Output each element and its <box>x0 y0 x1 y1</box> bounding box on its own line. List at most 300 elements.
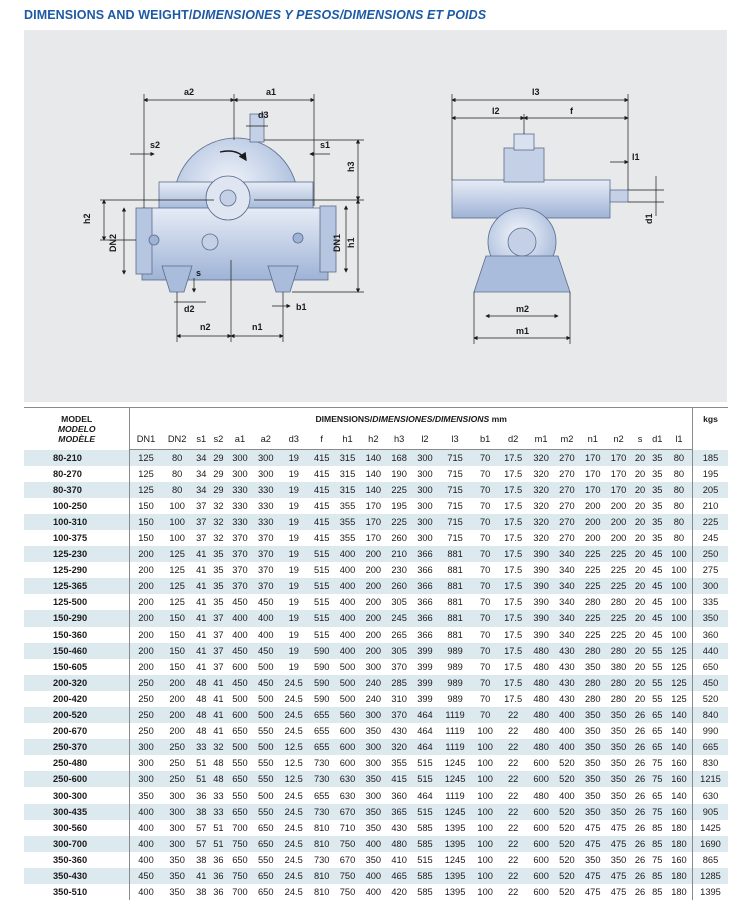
dimension-cell: 400 <box>227 627 253 643</box>
dimension-cell: 430 <box>554 675 580 691</box>
dimension-cell: 305 <box>386 594 412 610</box>
dimension-cell: 450 <box>227 594 253 610</box>
dimension-cell: 340 <box>554 594 580 610</box>
dimension-cell: 168 <box>386 450 412 466</box>
dimension-cell: 80 <box>162 466 193 482</box>
dimension-cell: 200 <box>360 643 386 659</box>
dimension-cell: 550 <box>253 852 279 868</box>
dimension-cell: 240 <box>360 691 386 707</box>
dimension-cell: 330 <box>227 498 253 514</box>
dimension-cell: 350 <box>130 787 162 803</box>
dimension-cell: 51 <box>210 836 227 852</box>
dimension-cell: 51 <box>210 820 227 836</box>
table-row <box>24 739 728 755</box>
dimension-cell: 26 <box>631 723 648 739</box>
dimension-cell: 37 <box>193 514 210 530</box>
dimension-cell: 600 <box>528 755 554 771</box>
dimension-cell: 989 <box>438 691 472 707</box>
column-header-n1: n1 <box>580 430 606 450</box>
dimension-cell: 480 <box>386 836 412 852</box>
dimension-cell: 400 <box>360 868 386 884</box>
dimension-cell: 475 <box>606 836 632 852</box>
label-n2: n2 <box>200 322 211 332</box>
table-row <box>24 498 728 514</box>
dimension-cell: 70 <box>472 707 498 723</box>
dimension-cell: 41 <box>193 562 210 578</box>
dimension-cell: 300 <box>360 755 386 771</box>
dimension-cell: 390 <box>528 594 554 610</box>
dimension-cell: 180 <box>666 884 693 900</box>
dimension-cell: 500 <box>253 787 279 803</box>
dimension-cell: 366 <box>412 627 438 643</box>
dimension-cell: 45 <box>649 610 666 626</box>
dimension-cell: 300 <box>162 804 193 820</box>
dimension-cell: 655 <box>309 707 335 723</box>
dimension-cell: 150 <box>162 659 193 675</box>
dimension-cell: 170 <box>580 482 606 498</box>
model-cell: 200-320 <box>24 675 130 691</box>
dimension-cell: 410 <box>386 852 412 868</box>
table-body <box>24 450 728 901</box>
dimension-cell: 520 <box>554 755 580 771</box>
dimension-cell: 35 <box>649 514 666 530</box>
dimension-cell: 430 <box>554 691 580 707</box>
dimension-cell: 240 <box>360 675 386 691</box>
dimension-cell: 550 <box>253 771 279 787</box>
dimension-cell: 350 <box>606 771 632 787</box>
column-header-l2: l2 <box>412 430 438 450</box>
dimension-cell: 310 <box>386 691 412 707</box>
dimension-cell: 650 <box>253 820 279 836</box>
dimension-cell: 150 <box>130 530 162 546</box>
dimension-cell: 85 <box>649 836 666 852</box>
model-cell: 300-560 <box>24 820 130 836</box>
dimension-cell: 19 <box>279 514 309 530</box>
heading-main: DIMENSIONS AND WEIGHT/ <box>24 8 193 22</box>
dimension-cell: 550 <box>253 755 279 771</box>
dimension-cell: 22 <box>498 804 528 820</box>
label-d3: d3 <box>258 110 269 120</box>
table-row <box>24 787 728 803</box>
dimension-cell: 250 <box>162 739 193 755</box>
dimension-cell: 400 <box>335 643 361 659</box>
weight-cell: 905 <box>693 804 728 820</box>
dimension-cell: 300 <box>253 450 279 466</box>
dimension-cell: 26 <box>631 820 648 836</box>
dimension-cell: 430 <box>554 643 580 659</box>
dimension-cell: 750 <box>227 836 253 852</box>
dimension-cell: 390 <box>528 627 554 643</box>
dimension-cell: 24.5 <box>279 868 309 884</box>
column-header-h3: h3 <box>386 430 412 450</box>
model-cell: 100-250 <box>24 498 130 514</box>
dimension-cell: 70 <box>472 691 498 707</box>
dimension-cell: 22 <box>498 836 528 852</box>
dimension-cell: 200 <box>162 691 193 707</box>
dimension-cell: 51 <box>193 771 210 787</box>
dimension-cell: 400 <box>554 723 580 739</box>
dimension-cell: 520 <box>554 804 580 820</box>
table-row <box>24 691 728 707</box>
dimension-cell: 430 <box>554 659 580 675</box>
dimension-cell: 366 <box>412 578 438 594</box>
dimension-cell: 250 <box>130 691 162 707</box>
dimension-cell: 22 <box>498 820 528 836</box>
dimension-cell: 370 <box>227 530 253 546</box>
dimension-cell: 750 <box>335 884 361 900</box>
dimension-cell: 125 <box>162 562 193 578</box>
dimension-cell: 315 <box>335 482 361 498</box>
dimension-cell: 19 <box>279 643 309 659</box>
dimension-cell: 24.5 <box>279 820 309 836</box>
dimension-cell: 515 <box>309 562 335 578</box>
dimension-cell: 250 <box>130 707 162 723</box>
dimension-cell: 100 <box>666 562 693 578</box>
dimension-cell: 125 <box>130 450 162 466</box>
dimension-cell: 415 <box>386 771 412 787</box>
dimension-cell: 370 <box>386 707 412 723</box>
dimension-cell: 1395 <box>438 820 472 836</box>
dimension-cell: 37 <box>193 498 210 514</box>
dimension-cell: 125 <box>162 578 193 594</box>
dimension-cell: 17.5 <box>498 514 528 530</box>
dimension-cell: 35 <box>210 578 227 594</box>
model-cell: 250-600 <box>24 771 130 787</box>
dimension-cell: 350 <box>606 852 632 868</box>
dimension-cell: 715 <box>438 514 472 530</box>
dimension-cell: 26 <box>631 755 648 771</box>
dimension-cell: 340 <box>554 546 580 562</box>
dimension-cell: 48 <box>193 675 210 691</box>
dimension-cell: 48 <box>210 755 227 771</box>
dimension-cell: 17.5 <box>498 627 528 643</box>
table-row <box>24 771 728 787</box>
dimension-cell: 315 <box>335 466 361 482</box>
dimension-cell: 140 <box>666 739 693 755</box>
label-f: f <box>570 106 573 116</box>
dimension-cell: 200 <box>130 594 162 610</box>
dimension-cell: 350 <box>580 787 606 803</box>
weight-cell: 450 <box>693 675 728 691</box>
weight-cell: 520 <box>693 691 728 707</box>
dimension-cell: 75 <box>649 755 666 771</box>
model-header-en: MODEL <box>61 413 93 424</box>
column-header-d2: d2 <box>498 430 528 450</box>
model-cell: 80-210 <box>24 450 130 466</box>
dimension-cell: 80 <box>666 498 693 514</box>
dimension-cell: 125 <box>666 643 693 659</box>
dimensions-table <box>24 407 728 900</box>
column-header-m2: m2 <box>554 430 580 450</box>
dimension-cell: 670 <box>335 852 361 868</box>
dimension-cell: 32 <box>210 530 227 546</box>
dimension-cell: 730 <box>309 852 335 868</box>
dimension-cell: 70 <box>472 498 498 514</box>
dimension-cell: 810 <box>309 820 335 836</box>
dimension-cell: 20 <box>631 482 648 498</box>
dimension-cell: 370 <box>227 578 253 594</box>
dimension-cell: 24.5 <box>279 723 309 739</box>
dimension-cell: 17.5 <box>498 643 528 659</box>
dimension-cell: 475 <box>580 884 606 900</box>
dimension-cell: 80 <box>666 482 693 498</box>
dimension-cell: 475 <box>606 868 632 884</box>
label-h2: h2 <box>82 213 92 224</box>
dimension-cell: 1395 <box>438 868 472 884</box>
dimension-cell: 650 <box>253 868 279 884</box>
model-cell: 300-700 <box>24 836 130 852</box>
dimension-cell: 20 <box>631 498 648 514</box>
weight-cell: 250 <box>693 546 728 562</box>
dimension-cell: 600 <box>528 804 554 820</box>
dimension-cell: 280 <box>580 643 606 659</box>
dimension-cell: 515 <box>412 852 438 868</box>
dimension-cell: 22 <box>498 884 528 900</box>
dimension-cell: 655 <box>309 787 335 803</box>
dimension-cell: 160 <box>666 771 693 787</box>
dimension-cell: 200 <box>606 530 632 546</box>
dimension-cell: 70 <box>472 627 498 643</box>
dimension-cell: 200 <box>606 514 632 530</box>
dimension-cell: 366 <box>412 546 438 562</box>
dimension-cell: 17.5 <box>498 578 528 594</box>
dimension-cell: 200 <box>580 514 606 530</box>
column-header-a1: a1 <box>227 430 253 450</box>
model-cell: 100-310 <box>24 514 130 530</box>
dimension-cell: 85 <box>649 884 666 900</box>
dimension-cell: 200 <box>162 723 193 739</box>
dimension-cell: 37 <box>210 627 227 643</box>
pump-dimension-drawing <box>24 30 727 402</box>
dimension-cell: 70 <box>472 578 498 594</box>
dimension-cell: 550 <box>227 755 253 771</box>
dimension-cell: 550 <box>253 723 279 739</box>
dimension-cell: 355 <box>335 498 361 514</box>
column-header-a2: a2 <box>253 430 279 450</box>
weight-cell: 865 <box>693 852 728 868</box>
dimension-cell: 250 <box>130 723 162 739</box>
dimension-cell: 515 <box>309 627 335 643</box>
dimension-cell: 100 <box>666 594 693 610</box>
dimension-cell: 515 <box>309 610 335 626</box>
dimension-cell: 45 <box>649 546 666 562</box>
dimension-cell: 19 <box>279 450 309 466</box>
dimension-cell: 22 <box>498 723 528 739</box>
weight-cell: 245 <box>693 530 728 546</box>
dimension-cell: 1119 <box>438 739 472 755</box>
dimension-cell: 500 <box>335 675 361 691</box>
dimension-cell: 500 <box>253 707 279 723</box>
dimension-cell: 370 <box>253 546 279 562</box>
dimension-cell: 32 <box>210 739 227 755</box>
dimension-cell: 1245 <box>438 804 472 820</box>
model-cell: 100-375 <box>24 530 130 546</box>
model-cell: 350-360 <box>24 852 130 868</box>
dimension-cell: 300 <box>412 530 438 546</box>
dimension-cell: 280 <box>606 691 632 707</box>
dimension-cell: 22 <box>498 852 528 868</box>
dimension-cell: 12.5 <box>279 755 309 771</box>
dimension-cell: 38 <box>193 804 210 820</box>
dimension-cell: 655 <box>309 739 335 755</box>
dimension-cell: 350 <box>162 868 193 884</box>
weight-cell: 195 <box>693 466 728 482</box>
weight-cell: 665 <box>693 739 728 755</box>
dimension-cell: 715 <box>438 482 472 498</box>
dimension-cell: 515 <box>309 578 335 594</box>
dimension-cell: 180 <box>666 868 693 884</box>
table-row <box>24 482 728 498</box>
dimension-cell: 140 <box>666 787 693 803</box>
dimension-cell: 41 <box>210 691 227 707</box>
model-header-es: MODELO <box>57 423 96 434</box>
dimension-cell: 400 <box>335 546 361 562</box>
dimension-cell: 140 <box>360 482 386 498</box>
dimension-cell: 400 <box>554 739 580 755</box>
table-row <box>24 659 728 675</box>
dimension-cell: 650 <box>227 771 253 787</box>
dimension-cell: 300 <box>360 707 386 723</box>
dimension-cell: 33 <box>193 739 210 755</box>
dimension-cell: 19 <box>279 610 309 626</box>
dimension-cell: 480 <box>528 707 554 723</box>
dimension-cell: 590 <box>309 691 335 707</box>
dimension-cell: 100 <box>162 514 193 530</box>
dimension-cell: 399 <box>412 659 438 675</box>
model-cell: 80-370 <box>24 482 130 498</box>
weight-cell: 1690 <box>693 836 728 852</box>
dimension-cell: 37 <box>210 643 227 659</box>
dimension-cell: 750 <box>335 836 361 852</box>
table-row <box>24 594 728 610</box>
dimension-cell: 750 <box>227 868 253 884</box>
dimension-cell: 600 <box>335 755 361 771</box>
dimension-cell: 730 <box>309 804 335 820</box>
dimension-cell: 600 <box>528 771 554 787</box>
dimension-cell: 585 <box>412 820 438 836</box>
label-dn2: DN2 <box>108 233 118 252</box>
dimension-cell: 150 <box>162 610 193 626</box>
dimension-cell: 225 <box>580 627 606 643</box>
dimension-cell: 450 <box>130 868 162 884</box>
dimension-cell: 330 <box>253 514 279 530</box>
dimension-cell: 24.5 <box>279 804 309 820</box>
table-row <box>24 530 728 546</box>
dimension-cell: 35 <box>649 498 666 514</box>
dimension-cell: 400 <box>130 884 162 900</box>
model-header <box>24 408 130 450</box>
label-d1: d1 <box>644 213 654 224</box>
dimension-cell: 41 <box>193 594 210 610</box>
dimension-cell: 140 <box>666 707 693 723</box>
dimension-cell: 360 <box>386 787 412 803</box>
dimension-cell: 170 <box>606 482 632 498</box>
weight-cell: 1395 <box>693 884 728 900</box>
model-cell: 80-270 <box>24 466 130 482</box>
dimension-cell: 270 <box>554 514 580 530</box>
dimension-cell: 600 <box>528 868 554 884</box>
dimension-cell: 520 <box>554 820 580 836</box>
dimension-cell: 35 <box>649 530 666 546</box>
dimension-cell: 399 <box>412 675 438 691</box>
dimension-cell: 65 <box>649 723 666 739</box>
dimension-cell: 100 <box>162 498 193 514</box>
dimension-cell: 480 <box>528 787 554 803</box>
dimension-cell: 300 <box>130 739 162 755</box>
dimension-cell: 160 <box>666 852 693 868</box>
dimension-cell: 26 <box>631 787 648 803</box>
table-row <box>24 804 728 820</box>
label-dn1: DN1 <box>332 233 342 252</box>
dimension-cell: 37 <box>210 610 227 626</box>
dimension-cell: 350 <box>606 739 632 755</box>
dimension-cell: 585 <box>412 868 438 884</box>
dimension-cell: 515 <box>412 771 438 787</box>
dimension-cell: 600 <box>528 884 554 900</box>
dimension-cell: 300 <box>412 514 438 530</box>
label-h1: h1 <box>346 237 356 248</box>
dimension-cell: 70 <box>472 675 498 691</box>
dimension-cell: 350 <box>360 723 386 739</box>
dimension-cell: 500 <box>227 739 253 755</box>
dimension-cell: 100 <box>472 836 498 852</box>
dimension-cell: 41 <box>210 675 227 691</box>
dimension-cell: 200 <box>130 562 162 578</box>
dimension-cell: 24.5 <box>279 787 309 803</box>
column-header-m1: m1 <box>528 430 554 450</box>
dimension-cell: 270 <box>554 482 580 498</box>
dimension-cell: 300 <box>162 787 193 803</box>
dimension-cell: 650 <box>253 884 279 900</box>
dimension-cell: 320 <box>528 530 554 546</box>
column-header-row <box>24 430 728 450</box>
dimension-cell: 57 <box>193 836 210 852</box>
section-heading <box>24 8 486 22</box>
dimension-cell: 600 <box>335 739 361 755</box>
dimension-cell: 400 <box>227 610 253 626</box>
dimension-cell: 37 <box>210 659 227 675</box>
model-cell: 350-430 <box>24 868 130 884</box>
dimension-cell: 45 <box>649 562 666 578</box>
dimension-cell: 340 <box>554 610 580 626</box>
label-s1: s1 <box>320 140 331 150</box>
dimension-cell: 881 <box>438 546 472 562</box>
dimension-cell: 300 <box>412 498 438 514</box>
column-header-n2: n2 <box>606 430 632 450</box>
dimension-cell: 500 <box>253 691 279 707</box>
dimension-cell: 70 <box>472 482 498 498</box>
dimension-cell: 200 <box>360 610 386 626</box>
dimension-cell: 36 <box>193 787 210 803</box>
model-cell: 300-300 <box>24 787 130 803</box>
dimension-cell: 80 <box>666 450 693 466</box>
column-header-b1: b1 <box>472 430 498 450</box>
dimension-cell: 350 <box>606 707 632 723</box>
dimension-cell: 19 <box>279 578 309 594</box>
dimension-cell: 200 <box>162 675 193 691</box>
dimension-cell: 270 <box>554 530 580 546</box>
dimension-cell: 480 <box>528 691 554 707</box>
dimension-cell: 715 <box>438 466 472 482</box>
dimension-cell: 280 <box>580 594 606 610</box>
dimension-cell: 19 <box>279 562 309 578</box>
weight-cell: 185 <box>693 450 728 466</box>
dimension-cell: 200 <box>606 498 632 514</box>
weight-cell: 1285 <box>693 868 728 884</box>
dimension-cell: 36 <box>210 884 227 900</box>
dimension-cell: 70 <box>472 562 498 578</box>
dimension-cell: 400 <box>335 578 361 594</box>
